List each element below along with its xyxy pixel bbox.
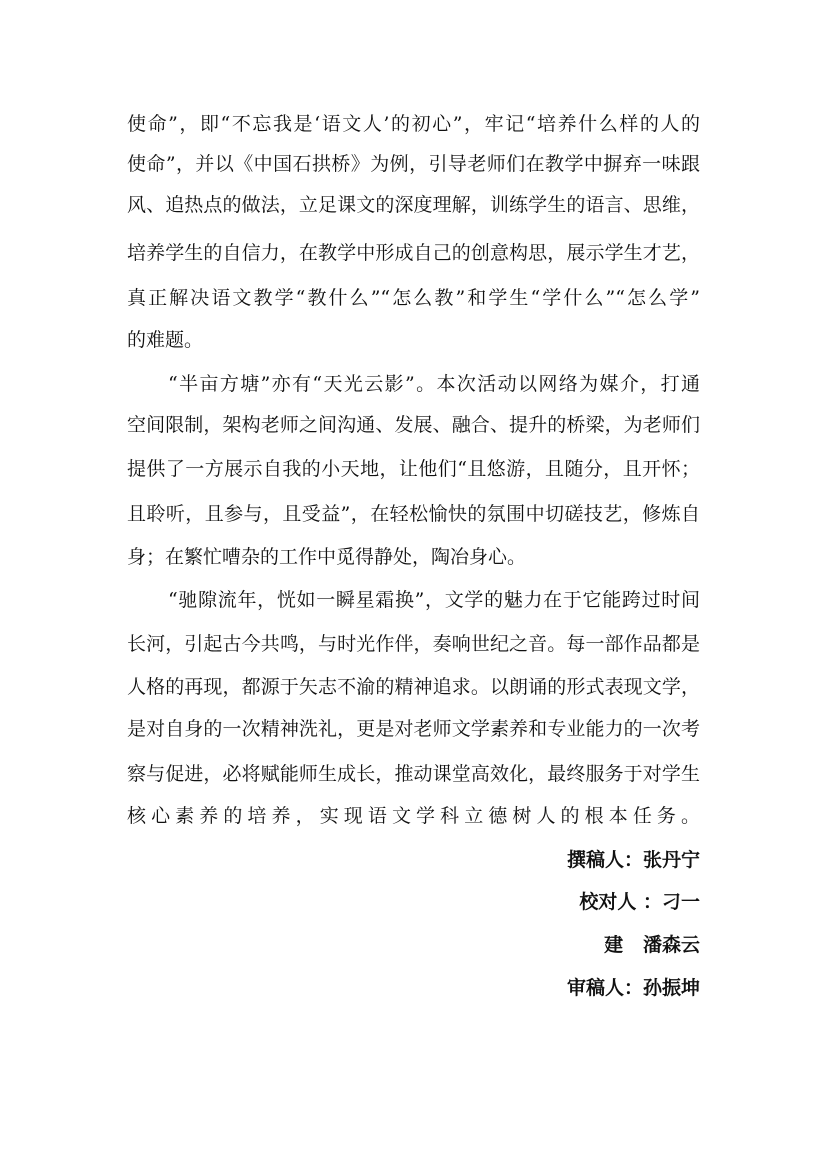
- text-line: 身；在繁忙嘈杂的工作中觅得静处，陶冶身心。: [127, 546, 527, 568]
- text-line: 空间限制，架构老师之间沟通、发展、融合、提升的桥梁，为老师们: [127, 414, 700, 436]
- text-line: 核心素养的培养，实现语文学科立德树人的根本任务。: [127, 805, 700, 827]
- text-line: 的难题。: [127, 329, 204, 351]
- text-line: 长河，引起古今共鸣，与时光作伴，奏响世纪之音。每一部作品都是: [127, 633, 700, 655]
- text-line: 察与促进，必将赋能师生成长，推动课堂高效化，最终服务于对学生: [127, 763, 700, 785]
- proofreader-credit: 校对人 ：刁一: [579, 891, 700, 913]
- builder-credit: 建 潘森云: [604, 934, 700, 956]
- text-line: 真正解决语文教学“教什么”“怎么教”和学生“学什么”“怎么学”: [127, 287, 700, 309]
- text-line: 风、追热点的做法，立足课文的深度理解，训练学生的语言、思维，: [127, 194, 700, 216]
- text-line: 培养学生的自信力，在教学中形成自己的创意构思，展示学生才艺，: [127, 242, 700, 264]
- text-line: 使命”，并以《中国石拱桥》为例，引导老师们在教学中摒弃一味跟: [127, 153, 700, 175]
- text-line: 提供了一方展示自我的小天地，让他们“且悠游，且随分，且开怀；: [127, 458, 700, 480]
- text-line: “半亩方塘”亦有“天光云影”。本次活动以网络为媒介，打通: [168, 373, 700, 395]
- text-line: 人格的再现，都源于矢志不渝的精神追求。以朗诵的形式表现文学，: [127, 676, 700, 698]
- text-line: “驰隙流年，恍如一瞬星霜换”，文学的魅力在于它能跨过时间: [168, 589, 700, 611]
- reviewer-credit: 审稿人：孙振坤: [566, 977, 700, 999]
- writer-credit: 撰稿人：张丹宁: [566, 849, 700, 871]
- text-line: 是对自身的一次精神洗礼，更是对老师文学素养和专业能力的一次考: [127, 718, 700, 740]
- text-line: 且聆听，且参与，且受益”，在轻松愉快的氛围中切磋技艺，修炼自: [127, 503, 700, 525]
- text-line: 使命”，即“不忘我是‘语文人’的初心”，牢记“培养什么样的人的: [127, 113, 700, 135]
